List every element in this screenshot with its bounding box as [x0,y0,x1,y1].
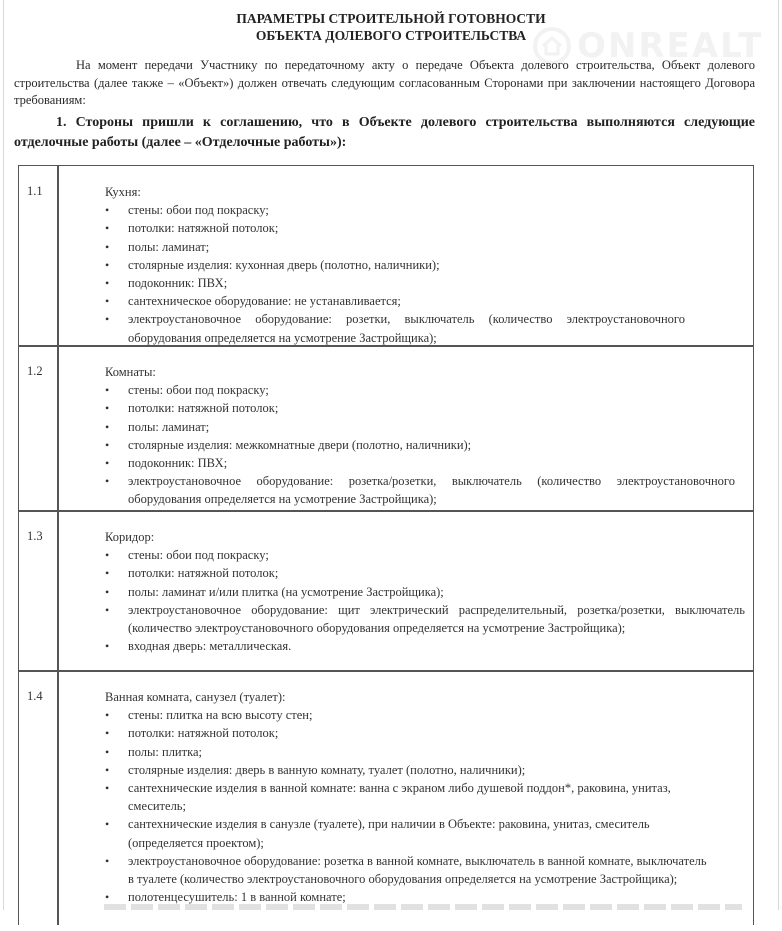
bullet-icon: • [105,203,110,218]
bullet-icon: • [105,890,110,905]
row-number: 1.4 [27,689,43,703]
item-list [105,201,745,347]
list-item: • полы: плитка; [105,743,745,761]
bullet-icon: • [105,383,110,398]
item-list [105,381,745,508]
bullet-icon: • [105,726,110,741]
list-item: • потолки: натяжной потолок; [105,399,745,417]
bullet-icon: • [105,437,110,452]
list-item: • сантехническое оборудование: не устанавливается; [105,292,745,310]
bullet-icon: • [105,221,110,236]
bullet-icon: • [105,419,110,434]
row-heading: Кухня: [105,185,141,199]
title-line-2: ОБЪЕКТА ДОЛЕВОГО СТРОИТЕЛЬСТВА [255,28,527,43]
list-item: • сантехнические изделия в ванной комнате: ванна с экраном либо душевой поддон*, раковина, унитаз, смеситель; [105,781,671,814]
bullet-icon: • [105,781,110,796]
bullet-icon: • [105,548,110,563]
clause-1: 1. Стороны пришли к соглашению, что в Объекте долевого строительства выполняются следующие отделочные работы (далее – «Отделочные работы»): [14,115,755,150]
list-item: • полы: ламинат; [105,238,745,256]
page-edge-left [3,0,4,910]
bullet-icon: • [105,312,110,327]
cut-off-text-line [104,904,742,910]
row-content [105,688,745,906]
table-row [19,346,753,511]
list-item: • полы: ламинат и/или плитка (на усмотрение Застройщика); [105,583,745,601]
row-content [105,528,745,655]
bullet-icon: • [105,239,110,254]
bullet-icon: • [105,708,110,723]
list-item: • потолки: натяжной потолок; [105,219,745,237]
bullet-icon: • [105,474,110,489]
list-item: • потолки: натяжной потолок; [105,564,745,582]
list-item: • столярные изделия: дверь в ванную комнату, туалет (полотно, наличники); [105,761,745,779]
list-item: • электроустановочное оборудование: розетки, выключатель (количество электроустановочного оборудования определяется на усмотрение Застройщика); [105,312,685,345]
bullet-icon: • [105,744,110,759]
list-item: • подоконник: ПВХ; [105,274,745,292]
row-heading: Коридор: [105,530,155,544]
row-number: 1.1 [27,184,43,198]
list-item: • подоконник: ПВХ; [105,454,745,472]
document-title [0,10,782,44]
bullet-icon: • [105,294,110,309]
table-row [19,671,753,931]
list-item: • входная дверь: металлическая. [105,637,745,655]
list-item: • электроустановочное оборудование: розетка в ванной комнате, выключатель в ванной комнате, выключатель в туалете (количество электроустановочного оборудования определяется на усмотрение Застройщика); [105,853,707,887]
bullet-icon: • [105,257,110,272]
list-item: • столярные изделия: межкомнатные двери (полотно, наличники); [105,436,745,454]
list-item: • стены: обои под покраску; [105,381,745,399]
bullet-icon: • [105,401,110,416]
bullet-icon: • [105,853,110,868]
bullet-icon: • [105,584,110,599]
bullet-icon: • [105,276,110,291]
bullet-icon: • [105,566,110,581]
item-list [105,546,745,655]
row-content [105,183,745,347]
list-item: • полотенцесушитель: 1 в ванной комнате; [105,888,745,906]
row-heading: Ванная комната, санузел (туалет): [105,690,286,704]
table-row [19,511,753,671]
list-item: • полы: ламинат; [105,418,745,436]
row-number: 1.3 [27,529,43,543]
list-item: • сантехнические изделия в санузле (туалете), при наличии в Объекте: раковина, унитаз, смеситель (определяется проектом); [105,817,650,850]
bullet-icon: • [105,639,110,654]
bullet-icon: • [105,762,110,777]
bullet-icon: • [105,456,110,471]
list-item: • стены: плитка на всю высоту стен; [105,706,745,724]
row-content [105,363,745,509]
list-item: • электроустановочное оборудование: розетка/розетки, выключатель (количество электроустановочного оборудования определяется на усмотрение Застройщика); [105,474,735,507]
row-heading: Комнаты: [105,365,156,379]
bullet-icon: • [105,602,110,617]
intro-paragraph: На момент передачи Участнику по передаточному акту о передаче Объекта долевого строительства, Объект долевого строительства (далее также – «Объект») должен отвечать следующим согласованным Сторонами при заключении настоящего Договора требованиям: [14,58,755,107]
title-line-1: ПАРАМЕТРЫ СТРОИТЕЛЬНОЙ ГОТОВНОСТИ [236,11,546,26]
list-item: • стены: обои под покраску; [105,546,745,564]
row-number: 1.2 [27,364,43,378]
item-list [105,706,745,906]
finishing-works-table [18,165,754,925]
page-edge-right [778,0,779,910]
list-item: • столярные изделия: кухонная дверь (полотно, наличники); [105,256,745,274]
bullet-icon: • [105,817,110,832]
watermark-text: ONREALT [577,26,764,66]
list-item: • электроустановочное оборудование: щит электрический распределительный, розетка/розетки, выключатель (количество электроустановочного оборудования определяется на усмотрение Застройщика); [105,602,745,636]
table-row [19,166,753,346]
list-item: • стены: обои под покраску; [105,201,745,219]
list-item: • потолки: натяжной потолок; [105,724,745,742]
